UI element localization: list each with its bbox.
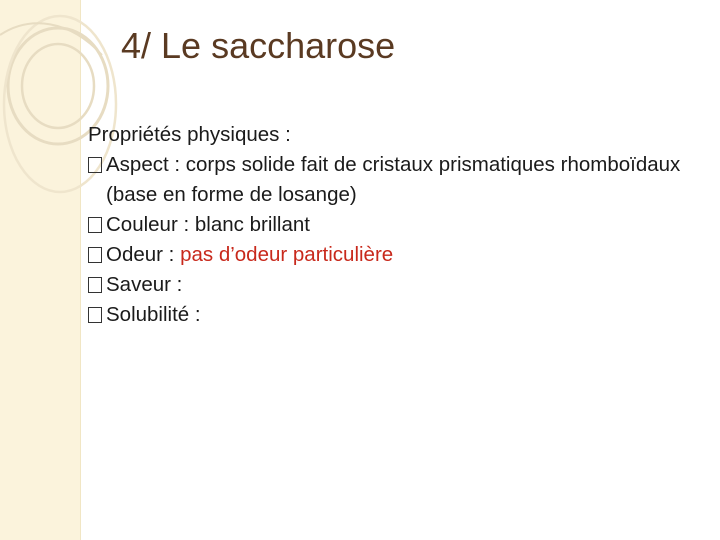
slide-title: 4/ Le saccharose	[121, 25, 396, 66]
bullet-label: Odeur :	[106, 243, 175, 266]
bullet-label: Aspect :	[106, 153, 181, 176]
bullet-value: blanc brillant	[194, 213, 310, 236]
bullet-text	[106, 300, 708, 330]
bullet-solubilite	[88, 300, 708, 330]
bullet-label: Couleur :	[106, 213, 190, 236]
bullet-text	[106, 240, 708, 270]
bullet-text	[106, 210, 708, 240]
bullet-text	[106, 150, 708, 210]
bullet-label: Solubilité :	[106, 303, 201, 326]
box-bullet-icon	[88, 247, 102, 263]
box-bullet-icon	[88, 217, 102, 233]
box-bullet-icon	[88, 277, 102, 293]
bullet-label: Saveur :	[106, 273, 183, 296]
section-heading: Propriétés physiques :	[88, 123, 291, 146]
slide-content	[88, 120, 708, 330]
bullet-couleur	[88, 210, 708, 240]
bullet-saveur	[88, 270, 708, 300]
bullet-aspect	[88, 150, 708, 210]
box-bullet-icon	[88, 157, 102, 173]
bullet-value: corps solide fait de cristaux prismatiques rhomboïdaux (base en forme de losange)	[106, 153, 681, 206]
bullet-text	[106, 270, 708, 300]
box-bullet-icon	[88, 307, 102, 323]
bullet-value-highlight: pas d’odeur particulière	[180, 243, 394, 266]
bullet-odeur	[88, 240, 708, 270]
